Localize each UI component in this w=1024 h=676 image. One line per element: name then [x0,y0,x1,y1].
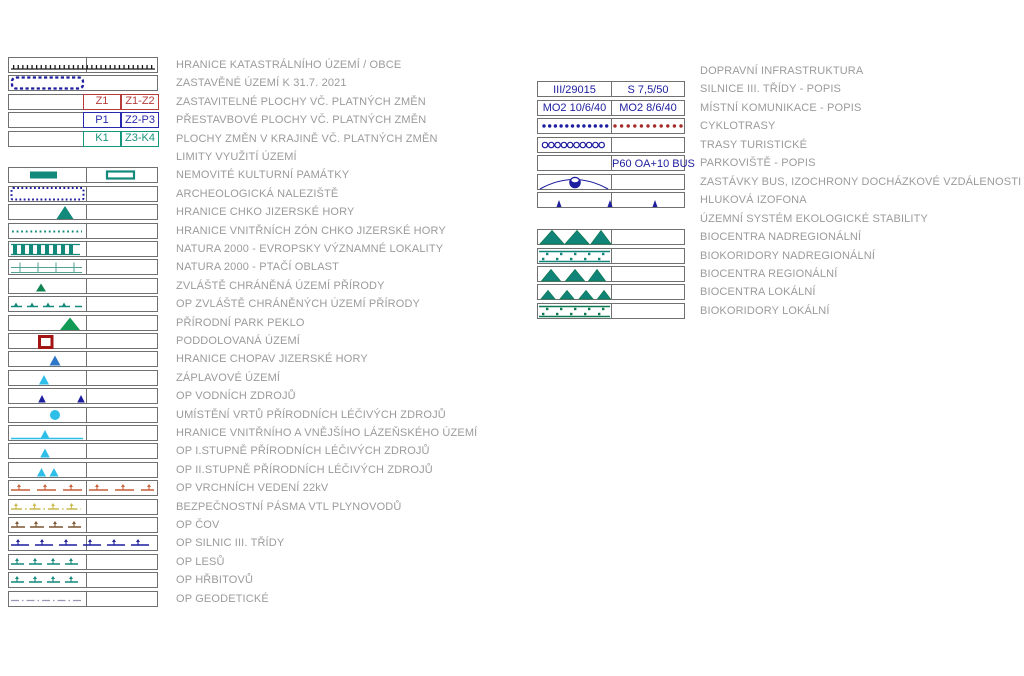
legend-label: PODDOLOVANÁ ÚZEMÍ [176,335,300,347]
road-label-cell: MO2 10/6/40 [542,102,607,115]
road-label-cell: III/29015 [553,83,596,96]
legend-label: BIOCENTRA NADREGIONÁLNÍ [700,231,862,244]
legend-row [0,81,1024,99]
legend-label: OP VODNÍCH ZDROJŮ [176,390,296,403]
legend-row [0,137,1024,155]
water-op-triangles-icon [8,388,158,404]
zone-code-cell: Z3-K4 [121,131,159,147]
legend-row [0,174,1024,192]
legend-row [0,333,1024,351]
spa-boundary-line-icon [8,425,158,441]
legend-label: NEMOVITÉ KULTURNÍ PAMÁTKY [176,169,350,182]
legend-row [0,303,1024,321]
legend-label: LIMITY VYUŽITÍ ÚZEMÍ [176,151,297,163]
road3-op-line-icon [8,535,158,551]
legend-label: PŘESTAVBOVÉ PLOCHY VČ. PLATNÝCH ZMĚN [176,114,427,127]
legend-label: BEZPEČNOSTNÍ PÁSMA VTL PLYNOVODŮ [176,500,402,513]
legend-symbol-water-op-triangles [8,388,158,404]
legend-label: HLUKOVÁ IZOFONA [700,194,807,207]
legend-label: HRANICE KATASTRÁLNÍHO ÚZEMÍ / OBCE [176,59,402,71]
legend-symbol-biocentre-large [537,229,685,245]
legend-row [0,425,1024,443]
biocorridor-band-local-icon [537,303,685,319]
legend-symbol-spa-op2-triangles [8,462,158,478]
legend-row [0,266,1024,284]
legend-symbol-noise-spikes [537,192,685,208]
zone-code-cell: Z2-P3 [121,112,159,128]
legend-symbol-undermined-square [8,333,158,349]
legend-symbol-spa-boundary-line [8,425,158,441]
bus-stop-arc-icon [537,174,685,190]
zone-code-cell: Z1-Z2 [121,94,159,110]
legend-symbol-road3-op-line [8,535,158,551]
legend-row [0,462,1024,480]
legend-row [0,535,1024,553]
legend-label: ZÁPLAVOVÉ ÚZEMÍ [176,371,281,384]
spa-op2-triangles-icon [8,462,158,478]
legend-symbol-biocentre-medium [537,266,685,282]
legend-symbol-tourist-circles [537,137,685,153]
legend-label: DOPRAVNÍ INFRASTRUKTURA [700,65,864,77]
legend-label: HRANICE VNITŘNÍHO A VNĚJŠÍHO LÁZEŇSKÉHO ÚZEMÍ [176,427,478,439]
legend-label: ZASTAVITELNÉ PLOCHY VČ. PLATNÝCH ZMĚN [176,95,426,108]
legend-row [0,554,1024,572]
legend-symbol-biocentre-small [537,284,685,300]
legend-label: ZVLÁŠTĚ CHRÁNĚNÁ ÚZEMÍ PŘÍRODY [176,279,385,292]
biocorridor-band-nr-icon [537,248,685,264]
cycling-dots-icon [537,118,685,134]
zone-code-cell: K1 [83,131,121,147]
legend-label: OP GEODETICKÉ [176,592,269,605]
legend-symbol-spa-op1-triangle [8,443,158,459]
forest-op-line-icon [8,554,158,570]
legend-symbol-cycling-dots [537,118,685,134]
legend-label: OP I.STUPNĚ PŘÍRODNÍCH LÉČIVÝCH ZDROJŮ [176,445,430,458]
legend-symbol-chopav-triangle [8,351,158,367]
vtl-gas-line-icon [8,499,158,515]
legend-label: BIOKORIDORY NADREGIONÁLNÍ [700,249,876,262]
undermined-square-icon [8,333,158,349]
legend-row [0,118,1024,136]
legend-symbol-biocorridor-band-local [537,303,685,319]
legend-symbol-parking-cell [537,155,695,171]
legend-label: OP ČOV [176,519,220,531]
tourist-circles-icon [537,137,685,153]
legend-label: HRANICE VNITŘNÍCH ZÓN CHKO JIZERSKÉ HORY [176,224,446,237]
noise-spikes-icon [537,192,685,208]
legend-symbol-biocorridor-band-nr [537,248,685,264]
legend-row [0,192,1024,210]
legend-label: CYKLOTRASY [700,120,776,133]
legend-symbol-geodetic-op-line [8,591,158,607]
zone-code-cell: Z1 [83,94,121,110]
road-label-cell: S 7,5/50 [627,83,669,96]
legend-row [0,499,1024,517]
legend-label: PŘÍRODNÍ PARK PEKLO [176,316,305,329]
legend-row [0,370,1024,388]
legend-label: OP II.STUPNĚ PŘÍRODNÍCH LÉČIVÝCH ZDROJŮ [176,463,433,476]
biocentre-medium-icon [537,266,685,282]
legend-row [0,517,1024,535]
spa-op1-triangle-icon [8,443,158,459]
legend-symbol-cov-op-line [8,517,158,533]
legend-label: MÍSTNÍ KOMUNIKACE - POPIS [700,101,862,114]
legend-label: OP SILNIC III. TŘÍDY [176,537,285,550]
legend-symbol-local-road-cells [537,100,685,116]
legend-label: OP HŘBITOVŮ [176,574,254,587]
legend-symbol-flood-triangle [8,370,158,386]
legend-label: ARCHEOLOGICKÁ NALEZIŠTĚ [176,187,339,200]
legend-label: PLOCHY ZMĚN V KRAJINĚ VČ. PLATNÝCH ZMĚN [176,132,438,145]
legend-label: BIOCENTRA REGIONÁLNÍ [700,267,838,280]
legend-row [0,155,1024,173]
legend-row [0,100,1024,118]
legend-label: OP LESŮ [176,555,225,568]
legend-symbol-road-class-cells [537,81,685,97]
power-22kv-line-icon [8,480,158,496]
legend-row [0,351,1024,369]
legend-symbol-cemetery-op-line [8,572,158,588]
legend-label: BIOCENTRA LOKÁLNÍ [700,286,816,299]
legend-row [0,443,1024,461]
legend-row [0,229,1024,247]
geodetic-op-line-icon [8,591,158,607]
legend-label: SILNICE III. TŘÍDY - POPIS [700,83,842,96]
legend-label: NATURA 2000 - EVROPSKY VÝZNAMNÉ LOKALITY [176,243,444,255]
legend-row [0,284,1024,302]
legend-row [0,480,1024,498]
flood-triangle-icon [8,370,158,386]
cov-op-line-icon [8,517,158,533]
cemetery-op-line-icon [8,572,158,588]
legend-symbol-bus-stop-arc [537,174,685,190]
legend-label: HRANICE CHKO JIZERSKÉ HORY [176,206,355,219]
legend-row [0,248,1024,266]
biocentre-large-icon [537,229,685,245]
legend-label: PARKOVIŠTĚ - POPIS [700,157,816,170]
legend-label: ÚZEMNÍ SYSTÉM EKOLOGICKÉ STABILITY [700,212,928,225]
spring-circle-icon [8,407,158,423]
legend-label: OP ZVLÁŠTĚ CHRÁNĚNÝCH ÚZEMÍ PŘÍRODY [176,298,421,311]
legend-label: NATURA 2000 - PTAČÍ OBLAST [176,261,340,274]
chopav-triangle-icon [8,351,158,367]
parking-label-cell: P60 OA+10 BUS [612,157,695,170]
legend-label: TRASY TURISTICKÉ [700,138,808,151]
legend-label: BIOKORIDORY LOKÁLNÍ [700,304,830,317]
legend-row [0,211,1024,229]
legend-symbol-forest-op-line [8,554,158,570]
legend-label: ZASTAVĚNÉ ÚZEMÍ K 31.7. 2021 [176,77,347,90]
legend-row [0,591,1024,609]
legend-label: ZASTÁVKY BUS, IZOCHRONY DOCHÁZKOVÉ VZDÁLENOSTI [700,175,1022,188]
legend-label: HRANICE CHOPAV JIZERSKÉ HORY [176,353,368,366]
legend-row [0,388,1024,406]
road-label-cell: MO2 8/6/40 [619,102,677,115]
legend-symbol-spring-circle [8,407,158,423]
zone-code-cell: P1 [83,112,121,128]
legend-label: OP VRCHNÍCH VEDENÍ 22kV [176,482,329,495]
legend-row [0,63,1024,81]
legend-symbol-vtl-gas-line [8,499,158,515]
legend-row [0,407,1024,425]
legend-symbol-power-22kv-line [8,480,158,496]
legend-label: UMÍSTĚNÍ VRTŮ PŘÍRODNÍCH LÉČIVÝCH ZDROJŮ [176,408,446,421]
legend-row [0,572,1024,590]
biocentre-small-icon [537,284,685,300]
